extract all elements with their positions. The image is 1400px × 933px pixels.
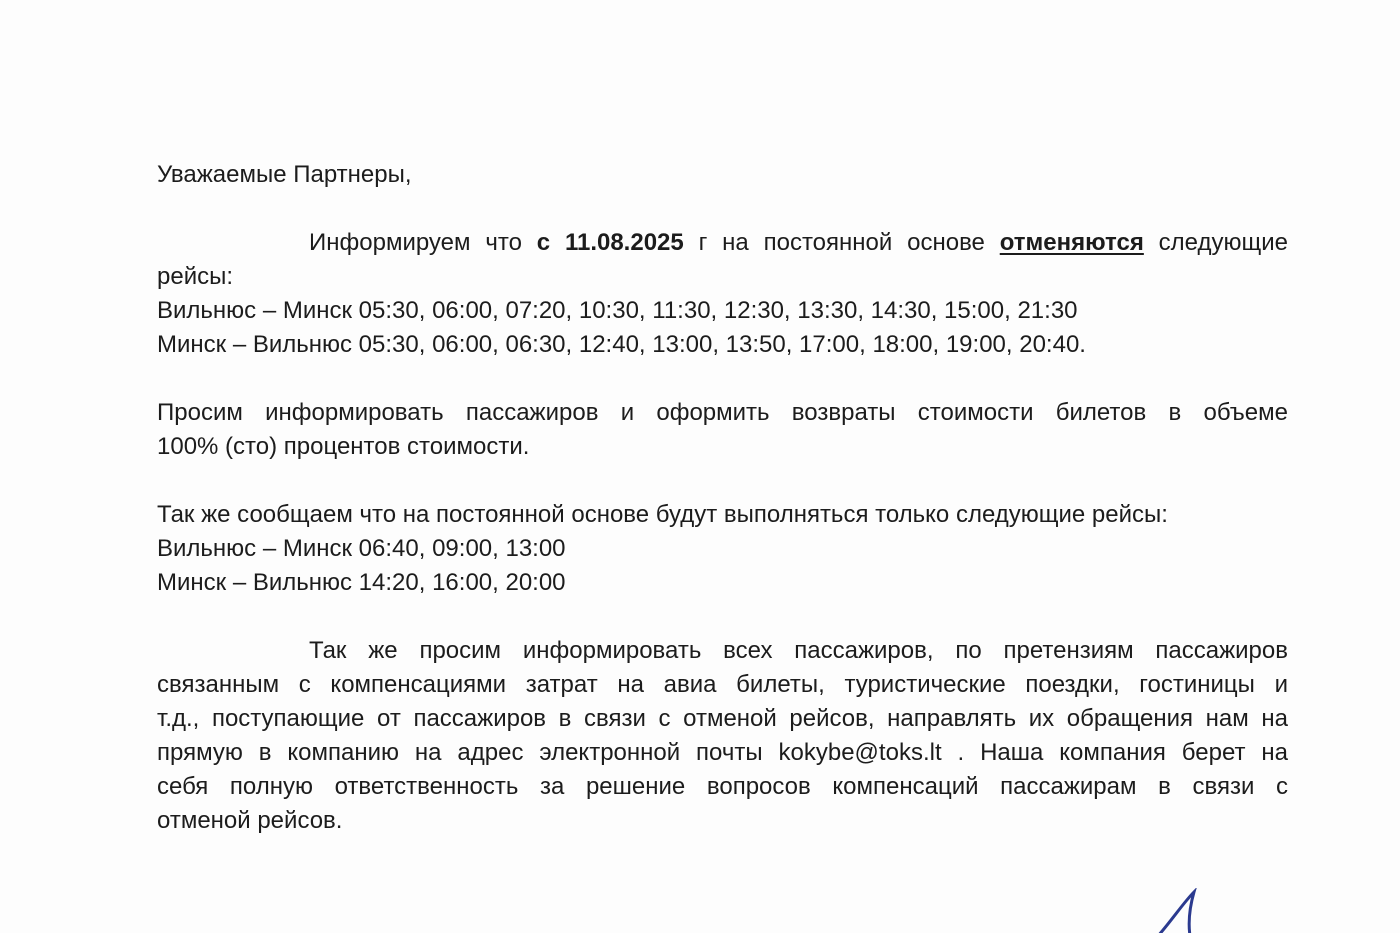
remaining-paragraph	[157, 498, 1288, 600]
greeting: Уважаемые Партнеры,	[157, 161, 412, 188]
compensation-line: т.д., поступающие от пассажиров в связи с отменой рейсов, направлять их обращения нам на	[157, 705, 1288, 732]
remaining-intro: Так же сообщаем что на постоянной основе будут выполняться только следующие рейсы:	[157, 501, 1168, 528]
compensation-line: себя полную ответственность за решение вопросов компенсаций пассажирам в связи с	[157, 773, 1288, 800]
compensation-line: связанным с компенсациями затрат на авиа билеты, туристические поездки, гостиницы и	[157, 671, 1288, 698]
paragraph-gap	[157, 362, 1288, 396]
intro-mid: г на постоянной основе	[683, 229, 1000, 256]
paragraph-gap	[157, 464, 1288, 498]
letter-body	[157, 158, 1288, 838]
intro-line	[157, 226, 1288, 260]
compensation-line: отменой рейсов.	[157, 807, 343, 834]
refund-paragraph	[157, 396, 1288, 464]
effective-date: с 11.08.2025	[536, 229, 684, 256]
cancelled-word: отменяются	[999, 229, 1144, 256]
intro-post: следующие	[1143, 229, 1289, 256]
compensation-line: Так же просим информировать всех пассажиров, по претензиям пассажиров	[309, 637, 1288, 664]
compensation-line: прямую в компанию на адрес электронной почты kokybe@toks.lt . Наша компания берет на	[157, 739, 1288, 766]
remaining-route-line: Минск – Вильнюс 14:20, 16:00, 20:00	[157, 569, 566, 596]
remaining-route-line: Вильнюс – Минск 06:40, 09:00, 13:00	[157, 535, 566, 562]
cancelled-route-line: Вильнюс – Минск 05:30, 06:00, 07:20, 10:30, 11:30, 12:30, 13:30, 14:30, 15:00, 21:30	[157, 297, 1078, 324]
intro-pre: Информируем что	[309, 229, 537, 256]
compensation-paragraph	[157, 634, 1288, 838]
signature-mark	[1150, 888, 1230, 933]
refund-line: Просим информировать пассажиров и оформить возвраты стоимости билетов в объеме	[157, 399, 1288, 426]
refund-line: 100% (сто) процентов стоимости.	[157, 433, 530, 460]
intro-paragraph	[157, 226, 1288, 362]
cancelled-route-line: Минск – Вильнюс 05:30, 06:00, 06:30, 12:40, 13:00, 13:50, 17:00, 18:00, 19:00, 20:40.	[157, 331, 1086, 358]
signature-stroke	[1158, 892, 1194, 933]
intro-continuation: рейсы:	[157, 263, 234, 290]
paragraph-gap	[157, 600, 1288, 634]
